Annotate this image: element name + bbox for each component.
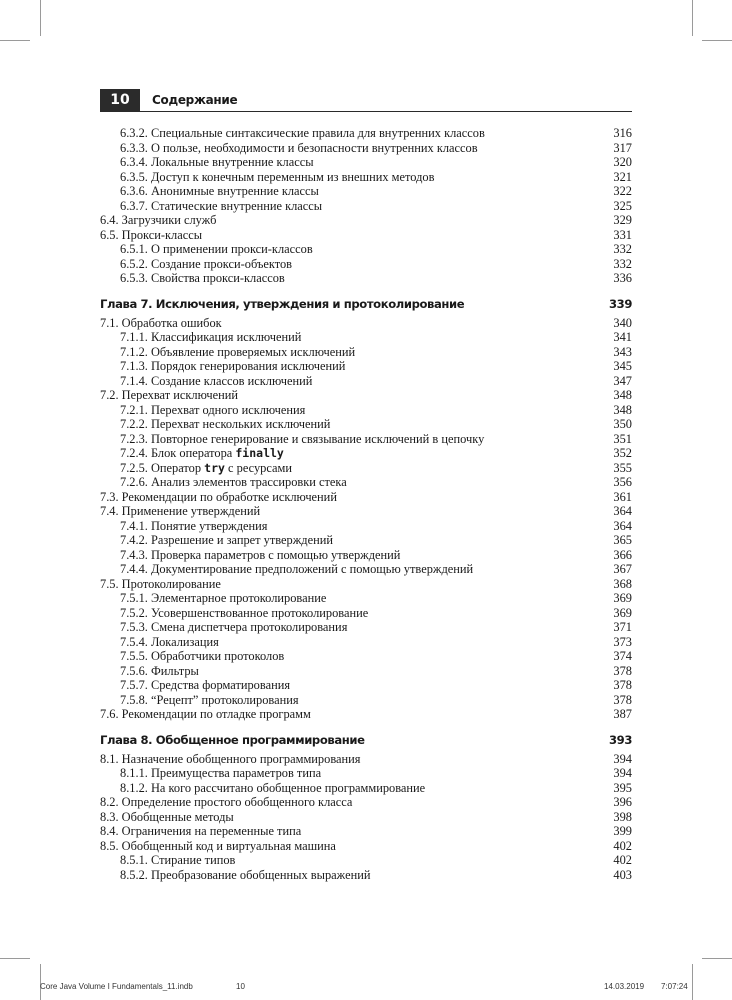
toc-entry-title <box>100 810 234 825</box>
toc-entry-title <box>120 257 292 272</box>
toc-entry-page: 402 <box>613 853 632 867</box>
toc-entry-title <box>120 853 235 868</box>
running-title: Содержание <box>152 93 238 107</box>
toc-entry-page: 387 <box>613 707 632 721</box>
toc-entry-page: 378 <box>613 663 632 678</box>
toc-entry-text: 6.3.2. Специальные синтаксические правила для внутренних классов <box>120 126 485 140</box>
toc-entry-page: 332 <box>613 256 632 271</box>
footer-date: 14.03.2019 <box>604 982 645 991</box>
toc-entry-page: 348 <box>613 402 632 417</box>
toc-subsection <box>100 635 632 650</box>
toc-entry-title <box>100 504 260 519</box>
toc-entry-text: Глава 7. Исключения, утверждения и протоколирование <box>100 296 465 311</box>
crop-mark <box>692 964 693 1000</box>
toc-entry-text: 7.4.4. Документирование предположений с помощью утверждений <box>120 562 474 576</box>
toc-entry-text: 6.5.1. О применении прокси-классов <box>120 242 313 256</box>
toc-entry-page: 345 <box>613 359 632 373</box>
toc-entry-page: 356 <box>613 475 632 489</box>
toc-entry-page: 369 <box>613 591 632 605</box>
toc-entry-title <box>120 606 368 621</box>
toc-entry-title <box>100 388 238 403</box>
crop-mark <box>692 0 693 36</box>
toc-entry-text: 7.1.1. Классификация исключений <box>120 330 302 344</box>
toc-entry-text: 7.1.2. Объявление проверяемых исключений <box>120 344 356 359</box>
toc-subsection <box>100 853 632 868</box>
toc-entry-title <box>120 519 268 534</box>
toc-entry-text: 8.3. Обобщенные методы <box>100 809 234 824</box>
toc-entry-title <box>120 446 284 461</box>
toc-entry-title <box>100 730 365 750</box>
toc-entry-title <box>120 359 345 374</box>
toc-entry-text: 7.2.2. Перехват нескольких исключений <box>120 417 331 431</box>
toc-subsection <box>100 170 632 185</box>
toc-entry-title <box>120 170 434 185</box>
toc-section <box>100 577 632 592</box>
toc-entry-page: 351 <box>613 431 632 446</box>
toc-entry-text: 7.5.2. Усовершенствованное протоколирование <box>120 605 369 620</box>
toc-entry-page: 320 <box>613 155 632 169</box>
toc-entry-title <box>120 533 333 548</box>
toc-entry-title <box>100 316 222 331</box>
toc-entry-title <box>120 199 322 214</box>
toc-entry-page: 352 <box>613 446 632 460</box>
toc-entry-page: 361 <box>613 489 632 504</box>
toc-subsection <box>100 475 632 490</box>
toc-entry-title <box>120 868 370 883</box>
toc-entry-title <box>100 839 336 854</box>
toc-entry-text: 8.1.1. Преимущества параметров типа <box>120 766 322 780</box>
toc-entry-page: 402 <box>613 838 632 853</box>
toc-entry-page: 355 <box>613 460 632 475</box>
toc-entry-code: try <box>204 460 225 475</box>
toc-subsection <box>100 345 632 360</box>
toc-entry-text: 6.3.4. Локальные внутренние классы <box>120 155 314 169</box>
toc-entry-text-after: с ресурсами <box>224 460 293 475</box>
toc-subsection <box>100 403 632 418</box>
toc-entry-text: 7.2.4. Блок оператора <box>120 446 236 460</box>
toc-entry-page: 365 <box>613 533 632 547</box>
toc-entry-text: 8.5.2. Преобразование обобщенных выражений <box>120 867 371 882</box>
toc-entry-text: 7.1.3. Порядок генерирования исключений <box>120 359 346 373</box>
toc-entry-page: 371 <box>613 620 632 634</box>
toc-entry-title <box>120 155 314 170</box>
toc-subsection <box>100 533 632 548</box>
toc-entry-code: finally <box>235 446 284 460</box>
toc-entry-text: 8.2. Определение простого обобщенного класса <box>100 795 353 809</box>
toc-entry-page: 378 <box>613 692 632 707</box>
toc-subsection <box>100 519 632 534</box>
crop-mark <box>40 0 41 36</box>
toc-entry-text: 6.5.3. Свойства прокси-классов <box>120 271 285 285</box>
toc-entry-title <box>120 330 301 345</box>
toc-entry-text: 7.2.5. Оператор <box>120 460 205 475</box>
toc-entry-title <box>120 562 473 577</box>
toc-entry-page: 373 <box>613 634 632 649</box>
toc-entry-page: 348 <box>613 388 632 402</box>
toc-subsection <box>100 693 632 708</box>
toc-entry-text: 6.5.2. Создание прокси-объектов <box>120 256 293 271</box>
toc-section <box>100 707 632 722</box>
toc-entry-title <box>120 693 299 708</box>
toc-entry-text: 6.3.3. О пользе, необходимости и безопасности внутренних классов <box>120 140 478 155</box>
toc-entry-text: 6.3.6. Анонимные внутренние классы <box>120 184 319 198</box>
toc-entry-text: 7.5. Протоколирование <box>100 576 221 591</box>
toc-entry-text: 7.2. Перехват исключений <box>100 388 238 402</box>
toc-entry-text: 6.3.7. Статические внутренние классы <box>120 198 323 213</box>
toc-entry-text: 7.3. Рекомендации по обработке исключений <box>100 489 337 504</box>
toc-chapter <box>100 730 632 750</box>
page-number-badge: 10 <box>100 89 140 111</box>
toc-section <box>100 228 632 243</box>
toc-subsection <box>100 417 632 432</box>
toc-entry-text: 7.2.1. Перехват одного исключения <box>120 402 306 417</box>
toc-subsection <box>100 126 632 141</box>
toc-entry-title <box>120 461 292 476</box>
toc-entry-page: 341 <box>613 330 632 344</box>
toc-entry-page: 340 <box>613 315 632 330</box>
toc-subsection <box>100 330 632 345</box>
toc-section <box>100 213 632 228</box>
toc-section <box>100 810 632 825</box>
toc-entry-page: 317 <box>613 140 632 155</box>
toc-entry-text: 7.2.6. Анализ элементов трассировки стека <box>120 475 347 489</box>
toc-entry-title <box>120 620 347 635</box>
toc-subsection <box>100 868 632 883</box>
toc-entry-text: 7.4.2. Разрешение и запрет утверждений <box>120 533 333 547</box>
toc-entry-title <box>120 781 425 796</box>
toc-entry-title <box>100 707 311 722</box>
toc-subsection <box>100 184 632 199</box>
toc-entry-title <box>100 213 216 228</box>
toc-entry-title <box>100 577 221 592</box>
toc-entry-title <box>120 271 285 286</box>
toc-entry-page: 343 <box>613 344 632 359</box>
crop-mark <box>0 40 30 41</box>
toc-entry-page: 398 <box>613 809 632 824</box>
toc-subsection <box>100 591 632 606</box>
footer-file: Core Java Volume I Fundamentals_11.indb <box>40 982 193 991</box>
toc-subsection <box>100 766 632 781</box>
toc-entry-page: 369 <box>613 605 632 620</box>
toc-entry-page: 395 <box>613 780 632 795</box>
toc-entry-title <box>120 184 319 199</box>
toc-entry-title <box>120 345 355 360</box>
toc-entry-page: 374 <box>613 649 632 663</box>
toc-entry-title <box>120 664 199 679</box>
toc-entry-title <box>100 490 337 505</box>
toc-entry-text: 7.5.4. Локализация <box>120 634 219 649</box>
toc-entry-text: 8.5. Обобщенный код и виртуальная машина <box>100 838 336 853</box>
toc-entry-title <box>120 374 312 389</box>
toc-entry-page: 394 <box>613 751 632 766</box>
toc-subsection <box>100 649 632 664</box>
toc-entry-page: 393 <box>608 732 632 747</box>
toc-entry-title <box>100 752 360 767</box>
toc-subsection <box>100 141 632 156</box>
toc-entry-title <box>120 126 485 141</box>
toc-section <box>100 490 632 505</box>
toc-entry-title <box>120 635 219 650</box>
toc-entry-text: 7.6. Рекомендации по отладке программ <box>100 707 311 721</box>
toc-subsection <box>100 374 632 389</box>
toc-section <box>100 752 632 767</box>
toc-entry-text: 6.3.5. Доступ к конечным переменным из внешних методов <box>120 169 435 184</box>
footer-page: 10 <box>236 982 245 991</box>
page-header <box>100 89 632 112</box>
toc-subsection <box>100 242 632 257</box>
toc-entry-title <box>120 475 347 490</box>
toc-subsection <box>100 155 632 170</box>
toc-chapter <box>100 294 632 314</box>
toc-entry-page: 394 <box>613 766 632 780</box>
toc-subsection <box>100 257 632 272</box>
toc-entry-page: 403 <box>613 867 632 882</box>
toc-subsection <box>100 664 632 679</box>
toc-subsection <box>100 620 632 635</box>
toc-entry-page: 350 <box>613 417 632 431</box>
toc-entry-title <box>100 795 352 810</box>
toc-section <box>100 504 632 519</box>
toc-subsection <box>100 359 632 374</box>
toc-entry-text: 7.4.1. Понятие утверждения <box>120 518 268 533</box>
toc-entry-page: 321 <box>613 169 632 184</box>
toc-entry-text: 7.5.5. Обработчики протоколов <box>120 649 285 663</box>
toc-entry-page: 316 <box>613 126 632 140</box>
toc-entry-page: 367 <box>613 562 632 576</box>
toc-entry-text: 7.5.7. Средства форматирования <box>120 678 291 692</box>
crop-mark <box>702 40 732 41</box>
toc-entry-page: 339 <box>608 296 632 311</box>
toc-entry-title <box>100 228 202 243</box>
toc-section <box>100 839 632 854</box>
toc-entry-page: 366 <box>613 547 632 562</box>
toc-entry-title <box>120 591 326 606</box>
crop-mark <box>0 958 30 959</box>
toc-entry-text: 8.5.1. Стирание типов <box>120 853 236 867</box>
toc-entry-page: 364 <box>613 518 632 533</box>
toc-entry-text: 7.5.1. Элементарное протоколирование <box>120 591 327 605</box>
toc-entry-text: 7.1.4. Создание классов исключений <box>120 373 313 388</box>
toc-entry-page: 396 <box>613 795 632 809</box>
toc-entry-title <box>100 294 464 314</box>
toc-entry-text: 7.4.3. Проверка параметров с помощью утверждений <box>120 547 401 562</box>
toc-entry-title <box>120 432 484 447</box>
toc-section <box>100 824 632 839</box>
toc-entry-page: 322 <box>613 184 632 198</box>
toc-section <box>100 316 632 331</box>
toc-entry-page: 364 <box>613 504 632 518</box>
toc-entry-text: 7.4. Применение утверждений <box>100 504 261 518</box>
toc-entry-title <box>120 678 290 693</box>
toc-subsection <box>100 446 632 461</box>
toc-entry-title <box>120 403 305 418</box>
toc-entry-text: 7.5.3. Смена диспетчера протоколирования <box>120 620 348 634</box>
toc-entry-text: 7.5.8. “Рецепт” протоколирования <box>120 692 299 707</box>
toc-entry-page: 329 <box>613 213 632 227</box>
toc-entry-title <box>120 766 321 781</box>
toc-entry-text: 8.4. Ограничения на переменные типа <box>100 824 302 838</box>
toc-subsection <box>100 271 632 286</box>
toc-entry-page: 347 <box>613 373 632 388</box>
toc-entry-title <box>120 141 478 156</box>
toc-subsection <box>100 678 632 693</box>
toc-subsection <box>100 548 632 563</box>
table-of-contents <box>100 126 632 882</box>
toc-entry-text: 7.5.6. Фильтры <box>120 663 199 678</box>
toc-entry-page: 336 <box>613 271 632 285</box>
toc-entry-title <box>120 649 284 664</box>
toc-entry-page: 331 <box>613 227 632 242</box>
toc-subsection <box>100 562 632 577</box>
toc-entry-text: 6.5. Прокси-классы <box>100 227 203 242</box>
toc-entry-text: 8.1. Назначение обобщенного программирования <box>100 751 361 766</box>
toc-entry-title <box>120 242 313 257</box>
toc-entry-page: 378 <box>613 678 632 692</box>
toc-subsection <box>100 199 632 214</box>
toc-entry-page: 332 <box>613 242 632 256</box>
toc-entry-page: 368 <box>613 576 632 591</box>
footer-time: 7:07:24 <box>661 982 688 991</box>
toc-subsection <box>100 781 632 796</box>
toc-entry-title <box>120 548 400 563</box>
toc-entry-page: 399 <box>613 824 632 838</box>
toc-section <box>100 388 632 403</box>
toc-entry-text: Глава 8. Обобщенное программирование <box>100 732 365 747</box>
toc-subsection <box>100 606 632 621</box>
toc-subsection <box>100 461 632 476</box>
toc-entry-title <box>100 824 301 839</box>
toc-entry-text: 6.4. Загрузчики служб <box>100 213 217 227</box>
toc-entry-page: 325 <box>613 198 632 213</box>
crop-mark <box>702 958 732 959</box>
toc-entry-text: 7.1. Обработка ошибок <box>100 315 222 330</box>
toc-entry-text: 7.2.3. Повторное генерирование и связывание исключений в цепочку <box>120 431 485 446</box>
toc-subsection <box>100 432 632 447</box>
toc-section <box>100 795 632 810</box>
toc-entry-text: 8.1.2. На кого рассчитано обобщенное программирование <box>120 780 426 795</box>
toc-entry-title <box>120 417 330 432</box>
